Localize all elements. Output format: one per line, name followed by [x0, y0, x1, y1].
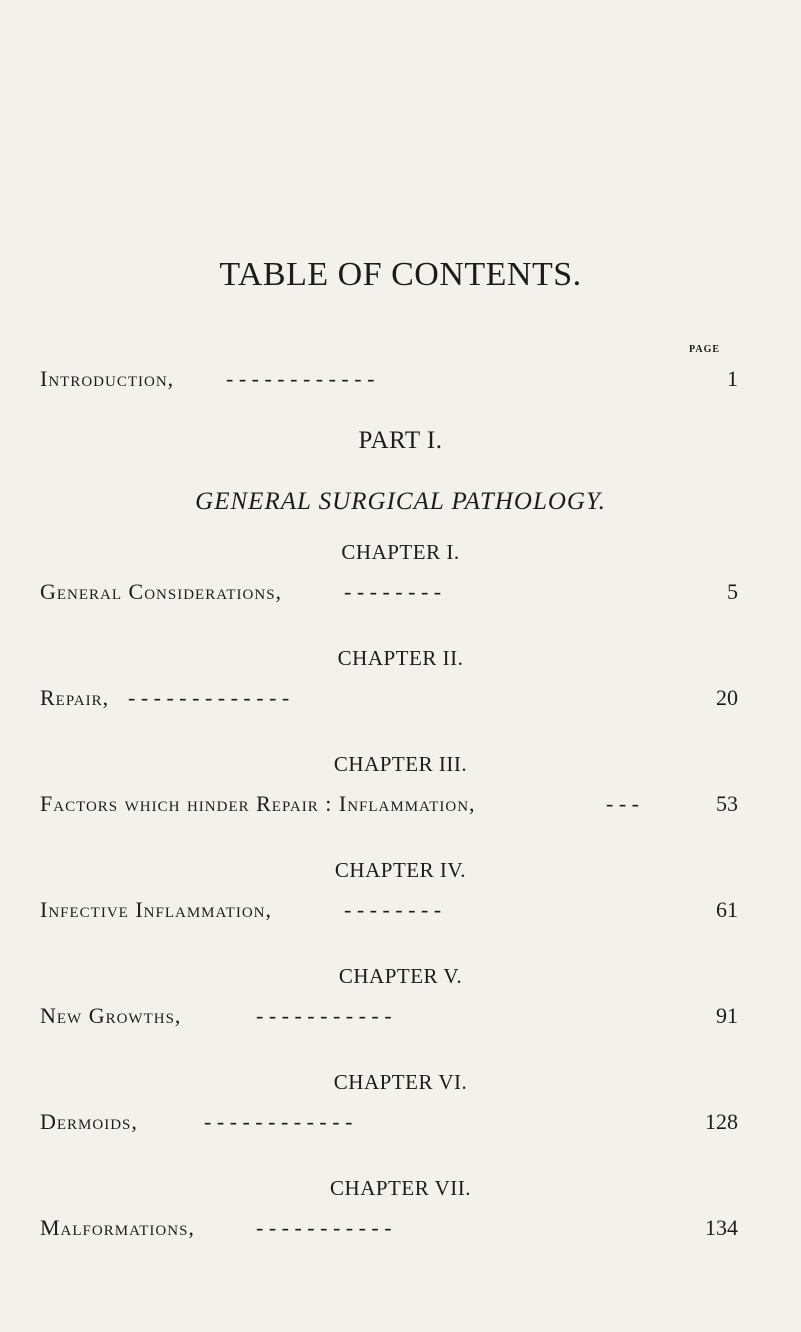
- toc-entry-page: 91: [716, 1003, 738, 1028]
- toc-entry-title: Infective Inflammation,: [40, 897, 272, 922]
- toc-entry-title: Factors which hinder Repair : Inflammation,: [40, 791, 476, 816]
- toc-entry-title: Malformations,: [40, 1215, 195, 1240]
- dot-leader: - - -: [606, 791, 639, 816]
- toc-entry-repair[interactable]: [40, 685, 738, 717]
- toc-entry-dermoids[interactable]: [40, 1109, 738, 1141]
- toc-entry-page: 1: [727, 366, 738, 391]
- toc-entry-page: 134: [705, 1215, 738, 1240]
- dot-leader: - - - - - - - -: [344, 897, 442, 922]
- toc-entry-infective-inflammation[interactable]: [40, 897, 738, 929]
- toc-entry-title: Dermoids,: [40, 1109, 138, 1134]
- chapter-heading: CHAPTER IV.: [334, 858, 467, 882]
- dot-leader: - - - - - - - - - - -: [256, 1215, 392, 1240]
- part-subtitle: GENERAL SURGICAL PATHOLOGY.: [195, 488, 606, 515]
- chapter-heading: CHAPTER I.: [341, 540, 460, 564]
- page-column-label: PAGE: [689, 344, 721, 355]
- toc-entry-page: 128: [705, 1109, 738, 1134]
- toc-entry-page: 53: [716, 791, 738, 816]
- dot-leader: - - - - - - - - - - - -: [204, 1109, 353, 1134]
- page-title: TABLE OF CONTENTS.: [219, 256, 582, 293]
- toc-entry-general-considerations[interactable]: [40, 579, 738, 611]
- chapter-heading: CHAPTER V.: [338, 964, 463, 988]
- toc-entry-introduction[interactable]: [40, 366, 738, 398]
- toc-entry-page: 20: [716, 685, 738, 710]
- toc-entry-title: New Growths,: [40, 1003, 182, 1028]
- chapter-heading: CHAPTER III.: [333, 752, 468, 776]
- dot-leader: - - - - - - - -: [344, 579, 442, 604]
- dot-leader: - - - - - - - - - - -: [256, 1003, 392, 1028]
- chapter-heading: CHAPTER II.: [337, 646, 464, 670]
- toc-entry-title: Introduction,: [40, 366, 175, 391]
- toc-entry-title: General Considerations,: [40, 579, 283, 604]
- toc-entry-page: 61: [716, 897, 738, 922]
- toc-entry-factors-which-hinder-repair[interactable]: [40, 791, 738, 823]
- part-heading: PART I.: [358, 427, 443, 454]
- chapter-heading: CHAPTER VII.: [330, 1176, 471, 1200]
- toc-entry-malformations[interactable]: [40, 1215, 738, 1247]
- toc-entry-title: Repair,: [40, 685, 110, 710]
- dot-leader: - - - - - - - - - - - -: [226, 366, 375, 391]
- toc-entry-page: 5: [727, 579, 738, 604]
- toc-entry-new-growths[interactable]: [40, 1003, 738, 1035]
- chapter-heading: CHAPTER VI.: [333, 1070, 468, 1094]
- dot-leader: - - - - - - - - - - - - -: [128, 685, 290, 710]
